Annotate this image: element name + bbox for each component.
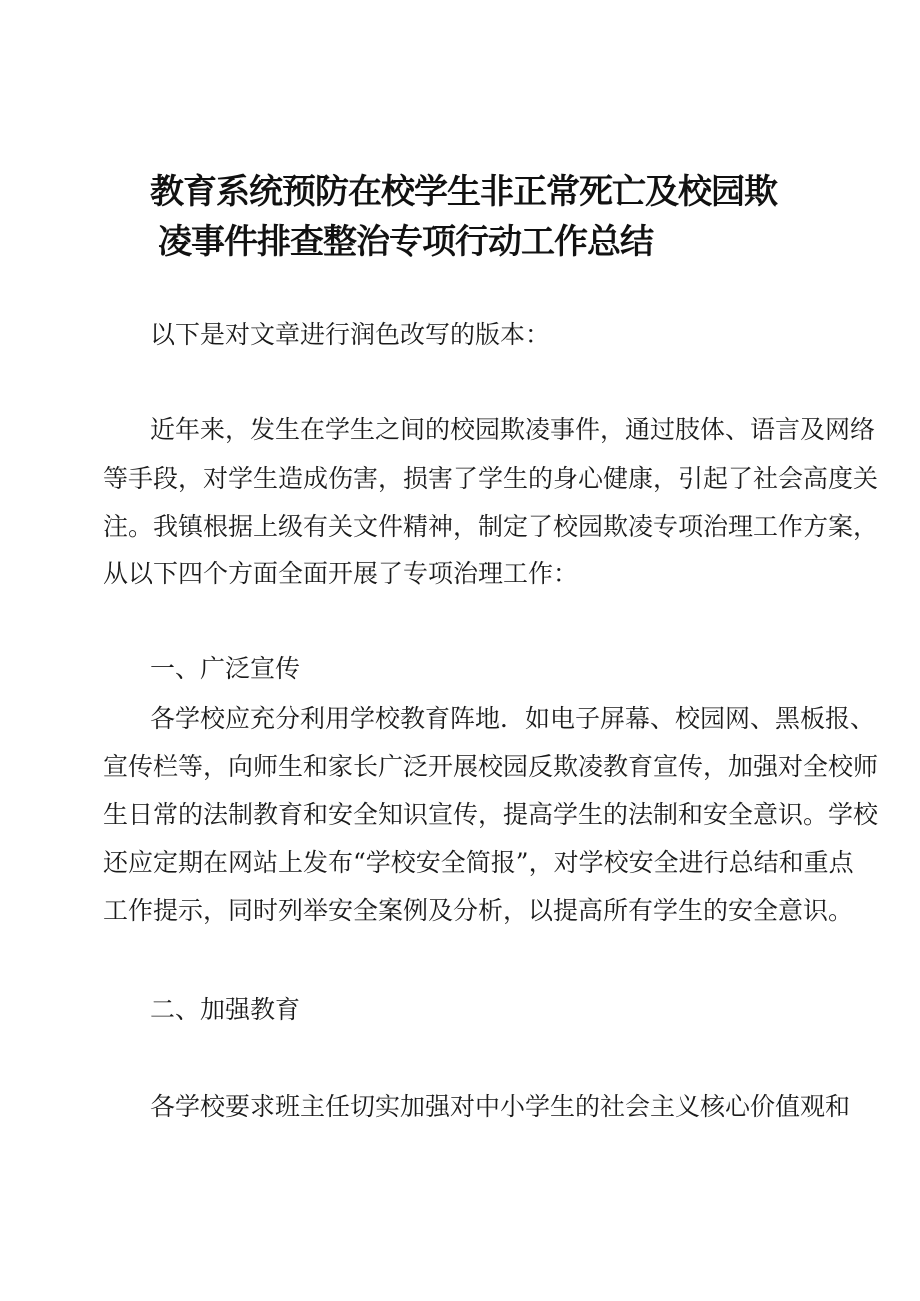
- section1-line-3: 生日常的法制教育和安全知识宣传，提高学生的法制和安全意识。学校: [103, 800, 879, 829]
- intro-line: 以下是对文章进行润色改写的版本：: [150, 320, 551, 349]
- para1-line-1: 近年来，发生在学生之间的校园欺凌事件，通过肢体、语言及网络: [150, 415, 876, 444]
- para1-line-4: 从以下四个方面全面开展了专项治理工作：: [103, 559, 579, 588]
- section1-line-5: 工作提示，同时列举安全案例及分析，以提高所有学生的安全意识。: [103, 896, 854, 925]
- section2-line-1: 各学校要求班主任切实加强对中小学生的社会主义核心价值观和: [150, 1092, 851, 1121]
- section1-line-1: 各学校应充分利用学校教育阵地．如电子屏幕、校园网、黑板报、: [150, 704, 876, 733]
- para1-line-3: 注。我镇根据上级有关文件精神，制定了校园欺凌专项治理工作方案，: [103, 512, 879, 541]
- para1-line-2: 等手段，对学生造成伤害，损害了学生的身心健康，引起了社会高度关: [103, 464, 879, 493]
- section2-heading: 二、加强教育: [150, 995, 301, 1024]
- document-title-line-1: 教育系统预防在校学生非正常死亡及校园欺: [150, 172, 777, 212]
- section1-line-4: 还应定期在网站上发布“学校安全简报”，对学校安全进行总结和重点: [103, 848, 854, 877]
- section1-line-2: 宣传栏等，向师生和家长广泛开展校园反欺凌教育宣传，加强对全校师: [103, 752, 879, 781]
- document-title-line-2: 凌事件排查整治专项行动工作总结: [158, 222, 653, 262]
- section1-heading: 一、广泛宣传: [150, 654, 301, 683]
